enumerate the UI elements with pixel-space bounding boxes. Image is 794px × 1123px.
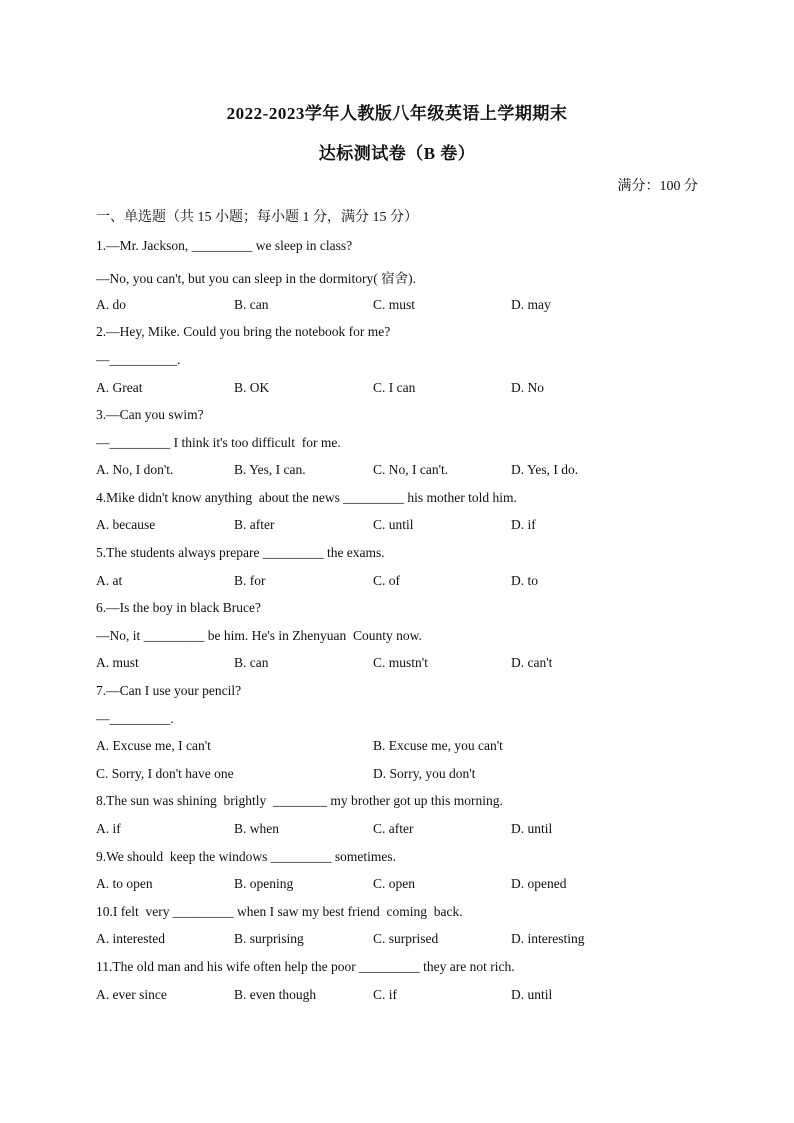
question-9-option-b: B. opening xyxy=(234,876,294,891)
question-7-stem: 7.—Can I use your pencil? xyxy=(96,683,242,698)
question-6-option-b: B. can xyxy=(234,655,269,670)
question-3-option-b: B. Yes, I can. xyxy=(234,462,306,477)
question-9-stem: 9.We should keep the windows _________ sometimes. xyxy=(96,849,397,864)
question-10-option-d: D. interesting xyxy=(511,931,585,946)
question-1-option-d: D. may xyxy=(511,297,551,312)
question-6-option-d: D. can't xyxy=(511,655,553,670)
paper-title-line2: 达标测试卷（B 卷） xyxy=(318,144,476,163)
question-4-option-b: B. after xyxy=(234,517,275,532)
question-5-option-d: D. to xyxy=(511,573,538,588)
question-7-option-b: B. Excuse me, you can't xyxy=(373,738,503,753)
question-5-option-b: B. for xyxy=(234,573,266,588)
full-score: 满分：100 分 xyxy=(617,179,698,194)
question-7-option-c: C. Sorry, I don't have one xyxy=(96,766,234,781)
question-1-answer-line: —No, you can't, but you can sleep in the dormitory( 宿舍). xyxy=(96,271,416,286)
question-10-option-b: B. surprising xyxy=(234,931,304,946)
question-1-option-b: B. can xyxy=(234,297,269,312)
question-6-option-a: A. must xyxy=(96,655,139,670)
question-1-stem: 1.—Mr. Jackson, _________ we sleep in class? xyxy=(96,238,353,253)
question-11-option-c: C. if xyxy=(373,987,398,1002)
question-9-option-a: A. to open xyxy=(96,876,153,891)
question-11-option-d: D. until xyxy=(511,987,553,1002)
question-6-option-c: C. mustn't xyxy=(373,655,428,670)
question-4-option-c: C. until xyxy=(373,517,414,532)
question-5-stem: 5.The students always prepare _________ the exams. xyxy=(96,545,385,560)
question-8-option-d: D. until xyxy=(511,821,553,836)
question-2-option-d: D. No xyxy=(511,380,544,395)
question-1-option-c: C. must xyxy=(373,297,416,312)
question-9-option-c: C. open xyxy=(373,876,415,891)
question-2-stem: 2.—Hey, Mike. Could you bring the notebook for me? xyxy=(96,324,391,339)
question-2-option-c: C. I can xyxy=(373,380,416,395)
question-8-stem: 8.The sun was shining brightly ________ my brother got up this morning. xyxy=(96,793,503,808)
question-11-stem: 11.The old man and his wife often help the poor _________ they are not rich. xyxy=(96,959,515,974)
question-8-option-c: C. after xyxy=(373,821,414,836)
question-7-option-d: D. Sorry, you don't xyxy=(373,766,476,781)
question-3-option-c: C. No, I can't. xyxy=(373,462,449,477)
question-4-option-d: D. if xyxy=(511,517,536,532)
question-4-stem: 4.Mike didn't know anything about the news _________ his mother told him. xyxy=(96,490,517,505)
question-10-stem: 10.I felt very _________ when I saw my best friend coming back. xyxy=(96,904,463,919)
question-2-answer-line: —__________. xyxy=(96,352,181,367)
question-7-answer-line: —_________. xyxy=(96,711,174,726)
question-8-option-a: A. if xyxy=(96,821,121,836)
question-5-option-a: A. at xyxy=(96,573,123,588)
question-3-option-d: D. Yes, I do. xyxy=(511,462,579,477)
question-5-option-c: C. of xyxy=(373,573,400,588)
question-8-option-b: B. when xyxy=(234,821,279,836)
question-2-option-b: B. OK xyxy=(234,380,270,395)
question-6-answer-line: —No, it _________ be him. He's in Zhenyuan County now. xyxy=(96,628,422,643)
question-11-option-b: B. even though xyxy=(234,987,317,1002)
question-3-stem: 3.—Can you swim? xyxy=(96,407,204,422)
question-10-option-a: A. interested xyxy=(96,931,165,946)
question-7-option-a: A. Excuse me, I can't xyxy=(96,738,211,753)
question-1-option-a: A. do xyxy=(96,297,126,312)
question-11-option-a: A. ever since xyxy=(96,987,167,1002)
question-3-option-a: A. No, I don't. xyxy=(96,462,174,477)
question-10-option-c: C. surprised xyxy=(373,931,439,946)
paper-title-line1: 2022-2023学年人教版八年级英语上学期期末 xyxy=(226,104,568,123)
question-3-answer-line: —_________ I think it's too difficult for me. xyxy=(96,435,341,450)
section-heading: 一、单选题（共 15 小题；每小题 1 分，满分 15 分） xyxy=(96,210,418,225)
question-6-stem: 6.—Is the boy in black Bruce? xyxy=(96,600,261,615)
question-9-option-d: D. opened xyxy=(511,876,567,891)
question-2-option-a: A. Great xyxy=(96,380,143,395)
question-4-option-a: A. because xyxy=(96,517,156,532)
